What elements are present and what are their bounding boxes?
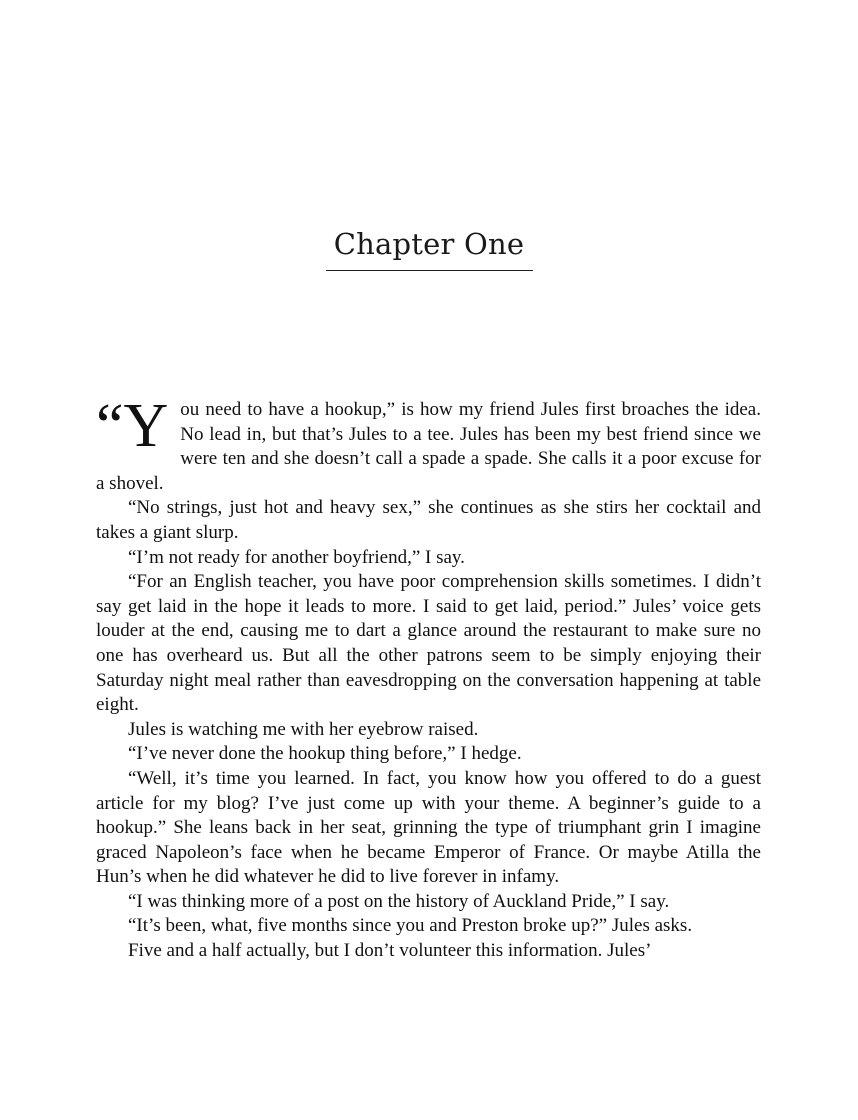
paragraph-4: “For an English teacher, you have poor comprehension skills sometimes. I didn’t say get laid in the hope it leads to more. I said to get laid, period.” Jules’ voice gets louder at the end, causing me to dart a glance around the restaurant to make sure no one has overheard us. But all the other patrons seem to be simply enjoying their Saturday night meal rather than eavesdropping on the conversation happening at table eight. <box>96 571 761 716</box>
paragraph-3: “I’m not ready for another boyfriend,” I say. <box>128 546 465 568</box>
chapter-title-underline <box>326 270 533 271</box>
paragraph-1 <box>96 392 761 496</box>
paragraph-7: “Well, it’s time you learned. In fact, you know how you offered to do a guest article for my blog? I’ve just come up with your theme. A beginner’s guide to a hookup.” She leans back in her seat, grinning the type of triumphant grin I imagine graced Napoleon’s face when he became Emperor of France. Or maybe Atilla the Hun’s when he did whatever he did to live forever in infamy. <box>96 767 761 888</box>
paragraph-5: Jules is watching me with her eyebrow raised. <box>128 718 479 740</box>
paragraph-1-text: ou need to have a hookup,” is how my friend Jules first broaches the idea. No lead in, but that’s Jules to a tee. Jules has been my best friend since we were ten and she doesn’t call a spade a spade. She calls it a poor excuse for a shovel. <box>96 399 761 494</box>
paragraph-9: “It’s been, what, five months since you and Preston broke up?” Jules asks. <box>128 915 693 937</box>
paragraph-8: “I was thinking more of a post on the history of Auckland Pride,” I say. <box>128 890 670 912</box>
chapter-body <box>96 392 761 964</box>
paragraph-10: Five and a half actually, but I don’t volunteer this information. Jules’ <box>128 940 652 962</box>
paragraph-2: “No strings, just hot and heavy sex,” she continues as she stirs her cocktail and takes a giant slurp. <box>96 497 761 543</box>
paragraph-6: “I’ve never done the hookup thing before,” I hedge. <box>128 743 522 765</box>
chapter-title: Chapter One <box>333 227 525 261</box>
drop-cap: “Y <box>96 392 169 460</box>
